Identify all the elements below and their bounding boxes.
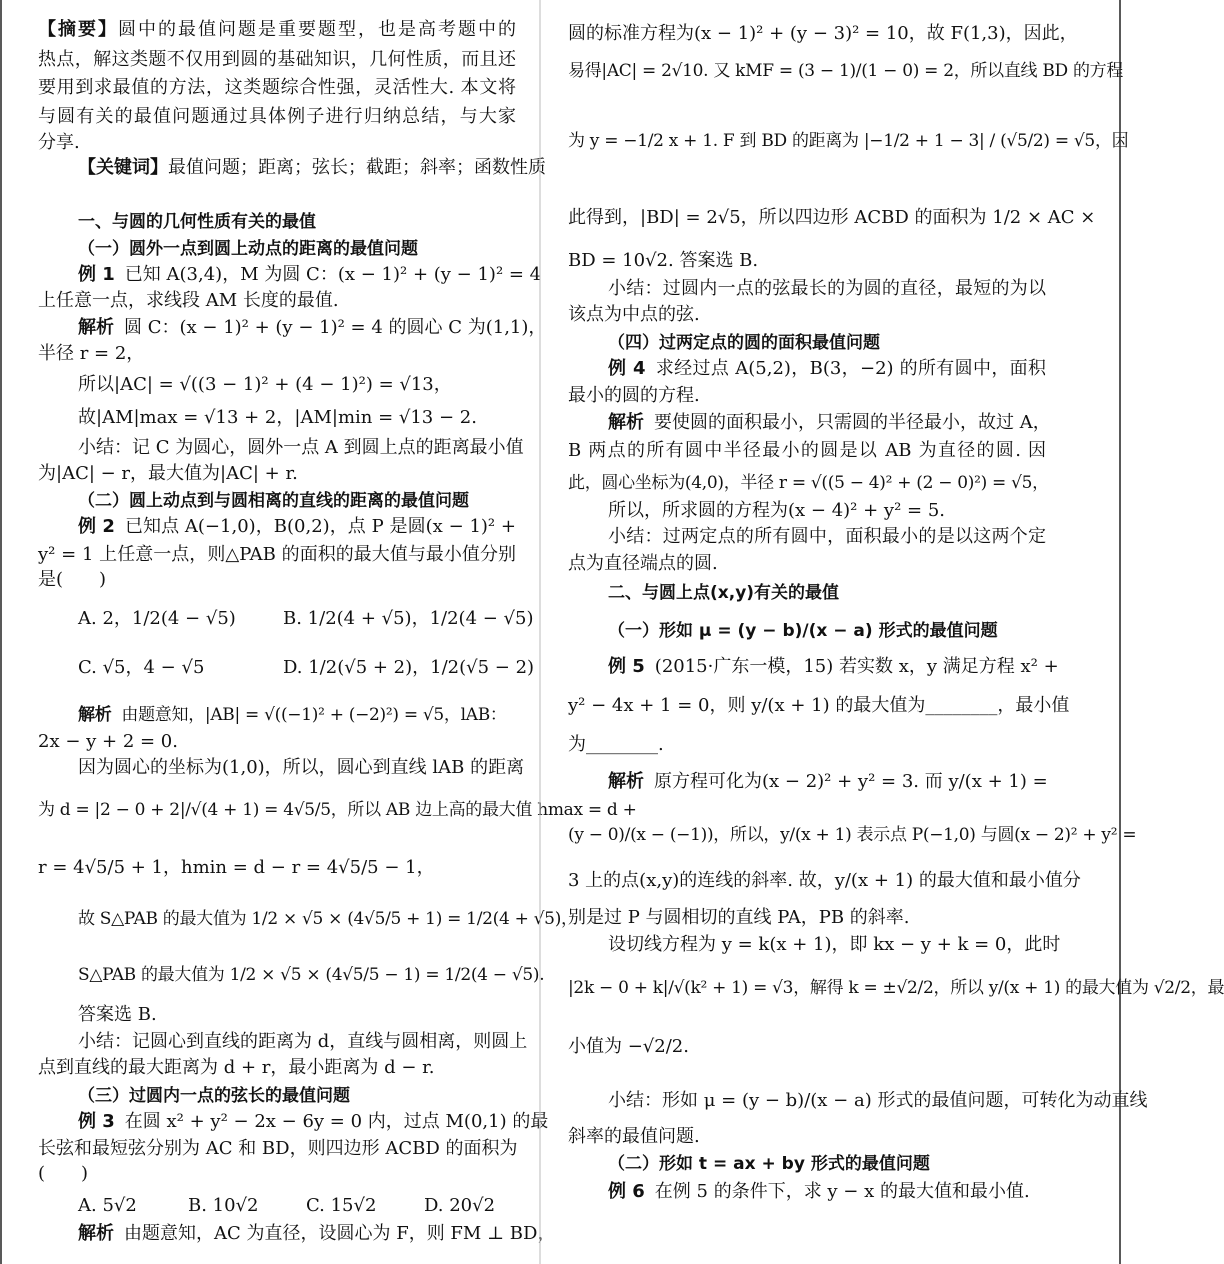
example-line: 上任意一点，求线段 AM 长度的最值. — [38, 290, 339, 311]
subsection-heading: （四）过两定点的圆的面积最值问题 — [608, 333, 880, 353]
solution-line: |2k − 0 + k|/√(k² + 1) = √3，解得 k = ±√2/2，所以 y/(x + 1) 的最大值为 √2/2，最 — [568, 978, 1224, 998]
solution-line: B 两点的所有圆中半径最小的圆是以 AB 为直径的圆. 因 — [568, 440, 1046, 461]
solution-line: 半径 r = 2， — [38, 343, 145, 364]
solution-line: r = 4√5/5 + 1，hmin = d − r = 4√5/5 − 1， — [38, 857, 435, 878]
example-label: 例 6 — [608, 1181, 645, 1202]
example-label: 例 1 — [78, 264, 115, 285]
abstract-line: 热点，解这类题不仅用到圆的基础知识，几何性质，而且还 — [38, 49, 516, 70]
example-line: y² = 1 上任意一点，则△PAB 的面积的最大值与最小值分别 — [38, 544, 516, 565]
abstract-line: 分享. — [38, 132, 80, 153]
example-line: ( ) — [38, 1163, 89, 1184]
subsection-heading: （一）圆外一点到圆上动点的距离的最值问题 — [78, 239, 418, 259]
option-c: C. 15√2 — [306, 1195, 377, 1216]
example-line: 例 5 (2015·广东一模，15) 若实数 x，y 满足方程 x² + — [608, 656, 1059, 677]
option-a: A. 2，1/2(4 − √5) — [78, 608, 236, 629]
keywords-label: 【关键词】 — [78, 157, 168, 178]
summary-line: 小结：记圆心到直线的距离为 d，直线与圆相离，则圆上 — [78, 1031, 528, 1052]
subsection-heading: （一）形如 μ = (y − b)/(x − a) 形式的最值问题 — [608, 621, 998, 641]
option-a: A. 5√2 — [78, 1195, 137, 1216]
summary-line: 点到直线的最大距离为 d + r，最小距离为 d − r. — [38, 1057, 435, 1078]
solution-line: 所以，所求圆的方程为(x − 4)² + y² = 5. — [608, 500, 945, 521]
example-line: 例 1 已知 A(3,4)，M 为圆 C：(x − 1)² + (y − 1)² = 4 — [78, 264, 542, 285]
solution-line: 解析 由题意知，AC 为直径，设圆心为 F，则 FM ⊥ BD， — [78, 1223, 556, 1244]
summary-line: 小结：过圆内一点的弦最长的为圆的直径，最短的为以 — [608, 278, 1046, 299]
example-line: 例 4 求经过点 A(5,2)，B(3，−2) 的所有圆中，面积 — [608, 358, 1047, 379]
abstract-line: 要用到求最值的方法，这类题综合性强，灵活性大. 本文将 — [38, 77, 516, 98]
summary-line: 该点为中点的弦. — [568, 304, 700, 325]
solution-label: 解析 — [78, 317, 114, 338]
summary-line: 为|AC| − r，最大值为|AC| + r. — [38, 463, 298, 484]
example-line: 例 3 在圆 x² + y² − 2x − 6y = 0 内，过点 M(0,1) 的最 — [78, 1111, 549, 1132]
example-line: 例 2 已知点 A(−1,0)，B(0,2)，点 P 是圆(x − 1)² + — [78, 516, 516, 537]
solution-line: 易得|AC| = 2√10. 又 kMF = (3 − 1)/(1 − 0) = 2，所以直线 BD 的方程 — [568, 61, 1124, 81]
solution-line: 3 上的点(x,y)的连线的斜率. 故，y/(x + 1) 的最大值和最小值分 — [568, 870, 1081, 891]
subsection-heading: （二）形如 t = ax + by 形式的最值问题 — [608, 1154, 930, 1174]
answer-line: BD = 10√2. 答案选 B. — [568, 250, 759, 271]
solution-line: 解析 原方程可化为(x − 2)² + y² = 3. 而 y/(x + 1) = — [608, 771, 1048, 792]
example-line: 最小的圆的方程. — [568, 385, 700, 406]
summary-line: 点为直径端点的圆. — [568, 553, 718, 574]
example-line: 长弦和最短弦分别为 AC 和 BD，则四边形 ACBD 的面积为 — [38, 1138, 518, 1159]
example-line: 例 6 在例 5 的条件下，求 y − x 的最大值和最小值. — [608, 1181, 1030, 1202]
solution-line: 此得到，|BD| = 2√5，所以四边形 ACBD 的面积为 1/2 × AC × — [568, 207, 1096, 228]
solution-line: 故|AM|max = √13 + 2，|AM|min = √13 − 2. — [78, 407, 477, 428]
solution-label: 解析 — [78, 705, 112, 725]
summary-line: 小结：形如 μ = (y − b)/(x − a) 形式的最值问题，可转化为动直线 — [608, 1090, 1148, 1111]
subsection-heading: （三）过圆内一点的弦长的最值问题 — [78, 1086, 350, 1106]
solution-line: (y − 0)/(x − (−1))，所以，y/(x + 1) 表示点 P(−1,0) 与圆(x − 2)² + y² = — [568, 825, 1137, 845]
option-d: D. 20√2 — [424, 1195, 496, 1216]
solution-label: 解析 — [608, 412, 644, 433]
solution-line: 解析 圆 C：(x − 1)² + (y − 1)² = 4 的圆心 C 为(1,1)， — [78, 317, 547, 338]
abstract-line: 【摘要】圆中的最值问题是重要题型，也是高考题中的 — [38, 19, 516, 40]
solution-label: 解析 — [608, 771, 644, 792]
example-line: 是( ) — [38, 569, 107, 590]
solution-line: 2x − y + 2 = 0. — [38, 731, 178, 752]
solution-line: 设切线方程为 y = k(x + 1)，即 kx − y + k = 0，此时 — [608, 934, 1061, 955]
solution-line: 此，圆心坐标为(4,0)，半径 r = √((5 − 4)² + (2 − 0)²) = √5， — [568, 473, 1049, 493]
abstract-label: 【摘要】 — [38, 19, 118, 40]
abstract-line: 与圆有关的最值问题通过具体例子进行归纳总结，与大家 — [38, 106, 516, 127]
solution-line: 所以|AC| = √((3 − 1)² + (4 − 1)²) = √13， — [78, 374, 452, 395]
solution-line: 故 S△PAB 的最大值为 1/2 × √5 × (4√5/5 + 1) = 1/2(4 + √5)， — [78, 909, 578, 929]
solution-line: 别是过 P 与圆相切的直线 PA，PB 的斜率. — [568, 907, 910, 928]
section-heading: 二、与圆上点(x,y)有关的最值 — [608, 583, 840, 603]
example-label: 例 4 — [608, 358, 646, 379]
answer-line: 答案选 B. — [78, 1004, 157, 1025]
solution-label: 解析 — [78, 1223, 114, 1244]
section-heading: 一、与圆的几何性质有关的最值 — [78, 212, 316, 232]
solution-line: 解析 由题意知，|AB| = √((−1)² + (−2)²) = √5，lAB： — [78, 705, 507, 725]
summary-line: 小结：记 C 为圆心，圆外一点 A 到圆上点的距离最小值 — [78, 437, 524, 458]
solution-line: 圆的标准方程为(x − 1)² + (y − 3)² = 10，故 F(1,3)，因此， — [568, 23, 1078, 44]
solution-line: 解析 要使圆的面积最小，只需圆的半径最小，故过 A， — [608, 412, 1051, 433]
summary-line: 小结：过两定点的所有圆中，面积最小的是以这两个定 — [608, 526, 1046, 547]
option-d: D. 1/2(√5 + 2)，1/2(√5 − 2) — [283, 657, 535, 678]
solution-line: 小值为 −√2/2. — [568, 1036, 689, 1057]
solution-line: 因为圆心的坐标为(1,0)，所以，圆心到直线 lAB 的距离 — [78, 757, 525, 778]
example-line: 为________. — [568, 734, 664, 755]
subsection-heading: （二）圆上动点到与圆相离的直线的距离的最值问题 — [78, 491, 469, 511]
solution-line: 为 d = |2 − 0 + 2|/√(4 + 1) = 4√5/5，所以 AB 边上高的最大值 hmax = d + — [38, 800, 637, 820]
solution-line: 为 y = −1/2 x + 1. F 到 BD 的距离为 |−1/2 + 1 − 3| / (√5/2) = √5，因 — [568, 131, 1129, 151]
summary-line: 斜率的最值问题. — [568, 1126, 700, 1147]
example-line: y² − 4x + 1 = 0，则 y/(x + 1) 的最大值为________，最小值 — [568, 695, 1070, 716]
example-label: 例 2 — [78, 516, 115, 537]
option-b: B. 10√2 — [188, 1195, 259, 1216]
example-label: 例 5 — [608, 656, 645, 677]
solution-line: S△PAB 的最大值为 1/2 × √5 × (4√5/5 − 1) = 1/2(4 − √5). — [78, 965, 545, 985]
example-label: 例 3 — [78, 1111, 115, 1132]
keywords-line: 【关键词】最值问题；距离；弦长；截距；斜率；函数性质 — [78, 157, 546, 178]
option-b: B. 1/2(4 + √5)，1/2(4 − √5) — [283, 608, 534, 629]
option-c: C. √5，4 − √5 — [78, 657, 205, 678]
